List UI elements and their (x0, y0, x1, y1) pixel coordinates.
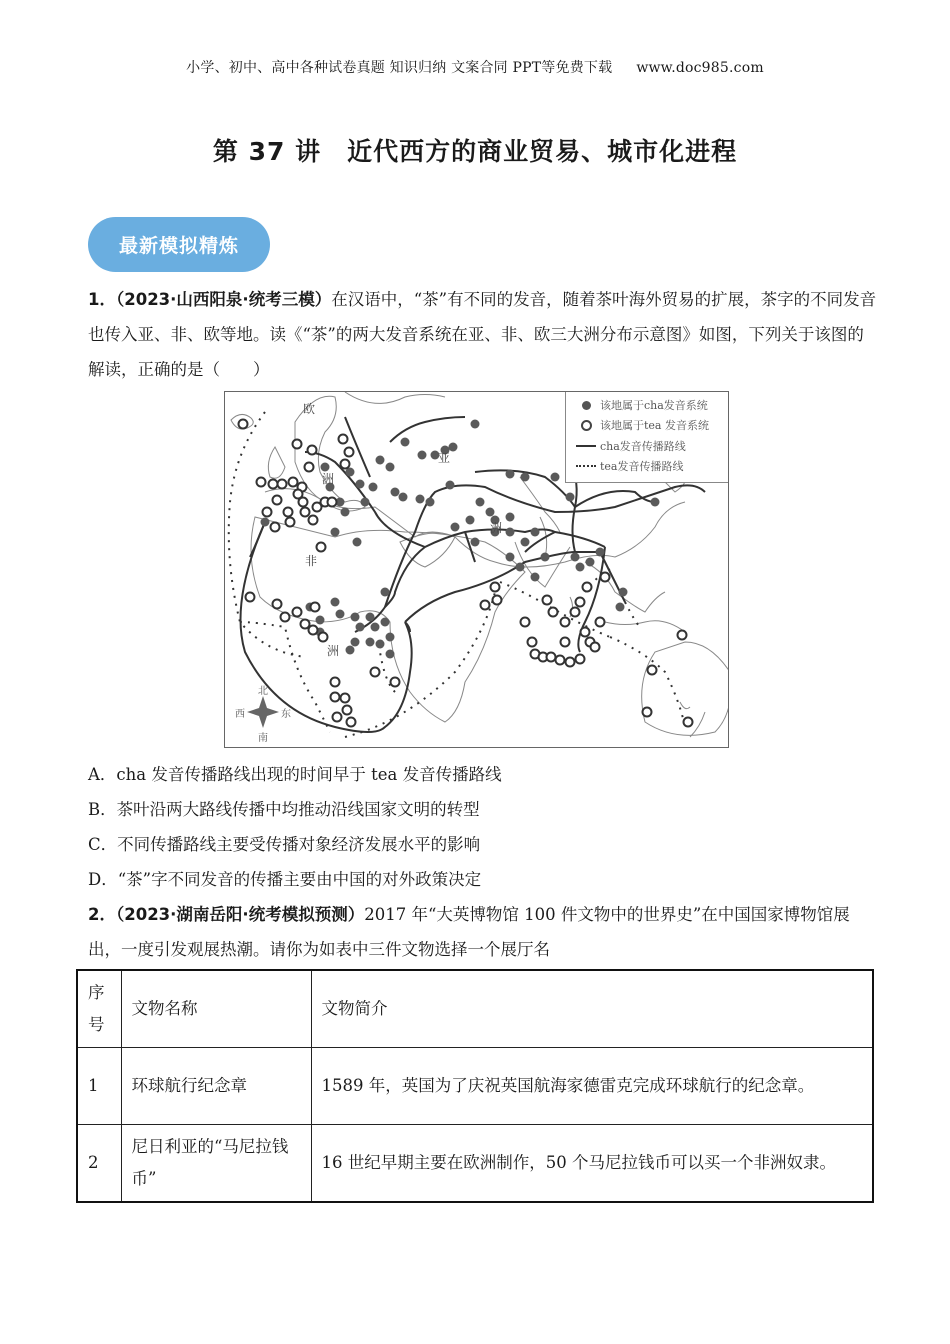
legend-label: cha发音传播路线 (600, 440, 686, 453)
page-title: 第 37 讲 近代西方的商业贸易、城市化进程 (212, 137, 738, 166)
table-header-row (77, 970, 873, 1048)
map-label-europe-1: 欧 (303, 402, 316, 416)
header-note-text: 小学、初中、高中各种试卷真题 知识归纳 文案合同 PPT等免费下载 (186, 60, 613, 76)
compass-east: 东 (281, 709, 291, 720)
table-row (77, 1048, 873, 1125)
question-1-text: 在汉语中，“茶”有不同的发音，随着茶叶海外贸易的扩展，茶字的不同发音也传入亚、非、欧等地。读《“茶”的两大发音系统在亚、非、欧三大洲分布示意图》如图，下列关于该图的解读，正确的是（ ） (88, 290, 877, 379)
question-2-text: 2017 年“大英博物馆 100 件文物中的世界史”在中国国家博物馆展出，一度引发观展热潮。请你为如表中三件文物选择一个展厅名 (88, 905, 850, 959)
solid-line-icon (576, 445, 596, 447)
option-letter: A． (88, 765, 117, 784)
legend-item-tea-system (572, 416, 709, 434)
option-b[interactable] (88, 798, 480, 822)
option-c[interactable] (88, 833, 480, 857)
tea-pronunciation-map (224, 391, 729, 748)
map-label-europe-2: 洲 (322, 472, 335, 486)
header-note (0, 57, 950, 77)
option-text: 不同传播路线主要受传播对象经济发展水平的影响 (117, 835, 481, 854)
question-1-source: （2023·山西阳泉·统考三模） (115, 290, 332, 309)
dotted-line-icon (576, 465, 596, 467)
header-cell-desc: 文物简介 (311, 970, 873, 1048)
legend-label: 该地属于tea 发音系统 (600, 419, 709, 432)
option-text: cha 发音传播路线出现的时间早于 tea 发音传播路线 (116, 765, 502, 784)
cell-desc: 1589 年，英国为了庆祝英国航海家德雷克完成环球航行的纪念章。 (311, 1048, 873, 1125)
option-letter: D． (88, 870, 118, 889)
question-1-stem (88, 282, 878, 387)
table-row (77, 1125, 873, 1203)
option-letter: C． (88, 835, 118, 854)
option-d[interactable] (88, 868, 481, 892)
compass-west: 西 (235, 709, 245, 720)
question-2-stem (88, 897, 878, 967)
question-2-source: （2023·湖南岳阳·统考模拟预测） (115, 905, 365, 924)
option-text: 茶叶沿两大路线传播中均推动沿线国家文明的转型 (116, 800, 480, 819)
compass-north: 北 (258, 686, 268, 697)
question-2-number: 2． (88, 905, 116, 924)
map-legend (565, 392, 728, 483)
compass-rose-icon (247, 696, 279, 728)
cell-name: 尼日利亚的“马尼拉钱币” (121, 1125, 311, 1203)
compass-south: 南 (258, 733, 268, 744)
legend-item-tea-route (572, 457, 684, 475)
legend-label: 该地属于cha发音系统 (600, 399, 708, 412)
relics-table (76, 969, 874, 1203)
question-1-number: 1． (88, 290, 116, 309)
map-label-africa-2: 洲 (327, 644, 340, 658)
legend-label: tea发音传播路线 (600, 460, 684, 473)
option-text: “茶”字不同发音的传播主要由中国的对外政策决定 (117, 870, 482, 889)
option-a[interactable] (88, 763, 502, 787)
option-letter: B． (88, 800, 117, 819)
header-site-link[interactable]: www.doc985.com (636, 60, 764, 76)
map-label-asia-2: 洲 (490, 521, 503, 535)
cell-name: 环球航行纪念章 (121, 1048, 311, 1125)
open-dot-icon (581, 420, 592, 431)
map-label-africa-1: 非 (305, 554, 318, 568)
cell-desc: 16 世纪早期主要在欧洲制作，50 个马尼拉钱币可以买一个非洲奴隶。 (311, 1125, 873, 1203)
header-cell-name: 文物名称 (121, 970, 311, 1048)
legend-item-cha-system (572, 396, 708, 414)
cell-index: 1 (77, 1048, 121, 1125)
filled-dot-icon (582, 401, 591, 410)
map-label-asia-1: 亚 (438, 451, 451, 465)
cell-index: 2 (77, 1125, 121, 1203)
section-badge: 最新模拟精炼 (88, 217, 270, 272)
legend-item-cha-route (572, 437, 686, 455)
header-cell-index: 序号 (77, 970, 121, 1048)
